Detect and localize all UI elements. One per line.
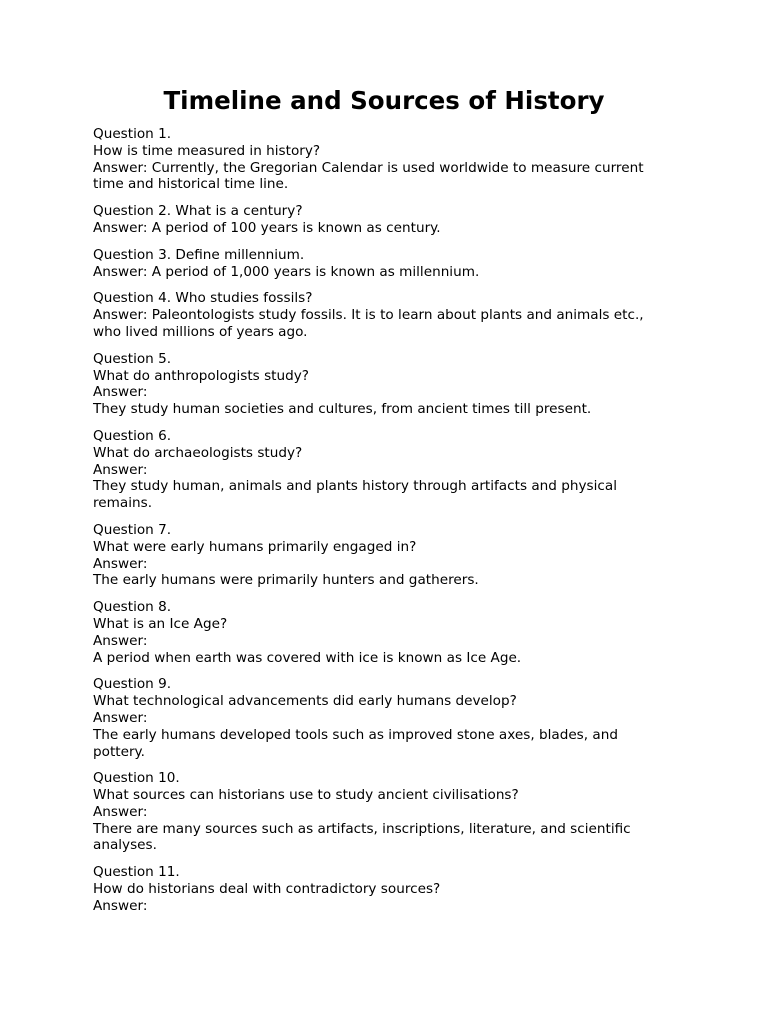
question-text: How do historians deal with contradictory sources? xyxy=(93,881,441,898)
answer-text: The early humans developed tools such as improved stone axes, blades, and xyxy=(93,726,618,743)
qa-block-8 xyxy=(93,599,693,666)
question-text: Question 4. Who studies fossils? xyxy=(93,290,313,307)
answer-text: They study human, animals and plants history through artifacts and physical xyxy=(93,478,617,495)
qa-list xyxy=(93,126,693,925)
question-text: What were early humans primarily engaged in? xyxy=(93,538,417,555)
question-text: Question 3. Define millennium. xyxy=(93,246,305,263)
answer-text: Answer: Currently, the Gregorian Calendar is used worldwide to measure current xyxy=(93,159,644,176)
question-text: What do anthropologists study? xyxy=(93,367,309,384)
question-label: Question 7. xyxy=(93,521,172,538)
qa-block-9 xyxy=(93,676,693,760)
answer-label: Answer: xyxy=(93,803,148,820)
qa-block-2 xyxy=(93,203,693,237)
qa-block-1 xyxy=(93,126,693,193)
question-label: Question 5. xyxy=(93,350,172,367)
answer-label: Answer: xyxy=(93,709,148,726)
answer-label: Answer: xyxy=(93,384,148,401)
qa-block-7 xyxy=(93,522,693,589)
question-label: Question 6. xyxy=(93,427,172,444)
question-text: Question 2. What is a century? xyxy=(93,203,303,220)
answer-label: Answer: xyxy=(93,897,148,914)
question-text: What sources can historians use to study ancient civilisations? xyxy=(93,787,519,804)
answer-label: Answer: xyxy=(93,461,148,478)
question-label: Question 11. xyxy=(93,864,180,881)
answer-text: A period when earth was covered with ice is known as Ice Age. xyxy=(93,649,522,666)
answer-text-continued: analyses. xyxy=(93,837,157,854)
question-label: Question 8. xyxy=(93,599,172,616)
answer-text-continued: pottery. xyxy=(93,743,145,760)
question-label: Question 9. xyxy=(93,676,172,693)
qa-block-5 xyxy=(93,351,693,418)
answer-text: Answer: A period of 100 years is known as century. xyxy=(93,219,441,236)
qa-block-10 xyxy=(93,770,693,854)
question-text: What technological advancements did early humans develop? xyxy=(93,693,517,710)
question-text: How is time measured in history? xyxy=(93,142,321,159)
answer-label: Answer: xyxy=(93,632,148,649)
qa-block-4 xyxy=(93,290,693,340)
answer-text: There are many sources such as artifacts, inscriptions, literature, and scientific xyxy=(93,820,631,837)
question-text: What do archaeologists study? xyxy=(93,444,303,461)
question-label: Question 10. xyxy=(93,770,180,787)
qa-block-11 xyxy=(93,864,693,914)
answer-text-continued: who lived millions of years ago. xyxy=(93,323,308,340)
answer-text: They study human societies and cultures, from ancient times till present. xyxy=(93,401,592,418)
qa-block-6 xyxy=(93,428,693,512)
page-title: Timeline and Sources of History xyxy=(163,86,605,115)
answer-text-continued: time and historical time line. xyxy=(93,176,289,193)
answer-text: The early humans were primarily hunters and gatherers. xyxy=(93,572,479,589)
answer-text: Answer: A period of 1,000 years is known as millennium. xyxy=(93,263,480,280)
answer-label: Answer: xyxy=(93,555,148,572)
question-label: Question 1. xyxy=(93,126,172,142)
answer-text: Answer: Paleontologists study fossils. It is to learn about plants and animals etc., xyxy=(93,307,644,324)
qa-block-3 xyxy=(93,247,693,281)
answer-text-continued: remains. xyxy=(93,495,153,512)
question-text: What is an Ice Age? xyxy=(93,615,228,632)
